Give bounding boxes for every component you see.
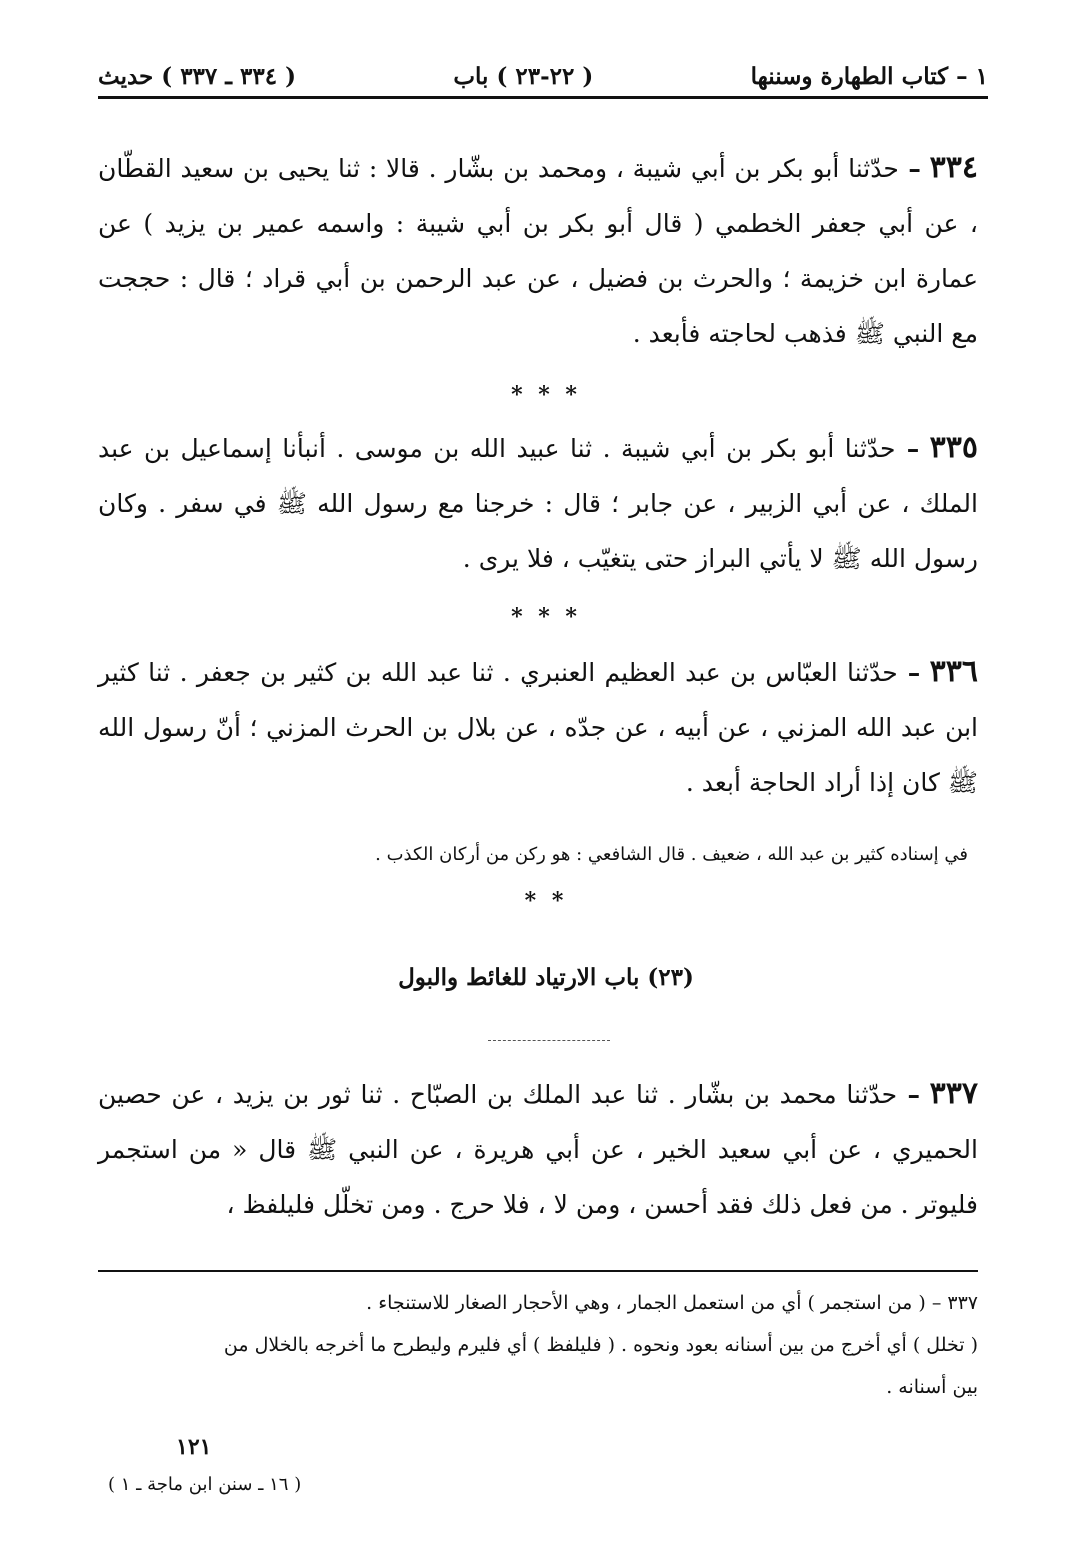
hadith-text: حدّثنا أبو بكر بن أبي شيبة ، ومحمد بن بشّار . قالا : ثنا يحيى بن سعيد القطّان ، عن أبي جعفر الخطمي ( قال أبو بكر بن أبي شيبة : واسمه عمير بن يزيد ) عن عمارة ابن خزيمة ؛ والحرث بن فضيل ، عن عبد الرحمن بن أبي قراد ؛ قال : حججت مع النبي ﷺ فذهب لحاجته فأبعد . bbox=[98, 154, 978, 348]
footnote-line: ( تخلل ) أي أخرج من بين أسنانه بعود ونحوه . ( فليلفظ ) أي فليرم وليطرح ما أخرجه بالخلال من bbox=[223, 1334, 978, 1356]
hadith-dash: – bbox=[895, 434, 920, 463]
hadith-number: ٣٣٤ bbox=[929, 150, 978, 185]
footnote-line: بين أسنانه . bbox=[886, 1376, 978, 1398]
isnad-note: في إسناده كثير بن عبد الله ، ضعيف . قال الشافعي : هو ركن من أركان الكذب . bbox=[375, 844, 968, 865]
running-header bbox=[98, 56, 988, 96]
hadith-334 bbox=[98, 140, 978, 361]
footnotes bbox=[98, 1282, 978, 1408]
hadith-text: حدّثنا أبو بكر بن أبي شيبة . ثنا عبيد الله بن موسى . أنبأنا إسماعيل بن عبد الملك ، عن أبي الزبير ، عن جابر ؛ قال : خرجنا مع رسول الله ﷺ في سفر . وكان رسول الله ﷺ لا يأتي البراز حتى يتغيّب ، فلا يرى . bbox=[98, 434, 978, 573]
hadith-335 bbox=[98, 420, 978, 586]
hadith-336 bbox=[98, 644, 978, 810]
hadith-number: ٣٣٥ bbox=[929, 430, 978, 465]
hadith-dash: – bbox=[898, 154, 921, 183]
separator-stars: * * * bbox=[511, 382, 581, 408]
hadith-number: ٣٣٦ bbox=[929, 654, 978, 689]
hadith-text: حدّثنا العبّاس بن عبد العظيم العنبري . ثنا عبد الله بن كثير بن جعفر . ثنا كثير ابن عبد الله المزني ، عن أبيه ، عن جدّه ، عن بلال بن الحرث المزني ؛ أنّ رسول الله ﷺ كان إذا أراد الحاجة أبعد . bbox=[98, 658, 978, 797]
header-rule bbox=[98, 96, 988, 99]
printer-signature: ( ١٦ ـ سنن ابن ماجة ـ ١ ) bbox=[108, 1474, 302, 1495]
hadith-337 bbox=[98, 1066, 978, 1232]
header-chapter: ( ٢٢-٢٣ ) باب bbox=[453, 62, 594, 90]
separator-stars: * * * bbox=[511, 604, 581, 630]
page-number: ١٢١ bbox=[176, 1434, 212, 1460]
separator-stars: * * bbox=[524, 888, 568, 914]
hadith-number: ٣٣٧ bbox=[929, 1076, 978, 1111]
header-hadith-range: ( ٣٣٤ ـ ٣٣٧ ) حديث bbox=[98, 62, 296, 90]
header-book-title: ١ – كتاب الطهارة وسننها bbox=[750, 62, 988, 90]
chapter-rule bbox=[488, 1040, 610, 1041]
chapter-title: (٢٣) باب الارتياد للغائط والبول bbox=[398, 964, 694, 991]
footnote-line: ٣٣٧ – ( من استجمر ) أي من استعمل الجمار ، وهي الأحجار الصغار للاستنجاء . bbox=[366, 1292, 978, 1314]
hadith-dash: – bbox=[897, 658, 921, 687]
footnote-rule bbox=[98, 1270, 978, 1272]
hadith-text: حدّثنا محمد بن بشّار . ثنا عبد الملك بن الصبّاح . ثنا ثور بن يزيد ، عن حصين الحميري ، عن أبي سعيد الخير ، عن أبي هريرة ، عن النبي ﷺ قال « من استجمر فليوتر . من فعل ذلك فقد أحسن ، ومن لا ، فلا حرج . ومن تخلّل فليلفظ ، bbox=[98, 1080, 978, 1219]
hadith-dash: – bbox=[897, 1080, 920, 1109]
